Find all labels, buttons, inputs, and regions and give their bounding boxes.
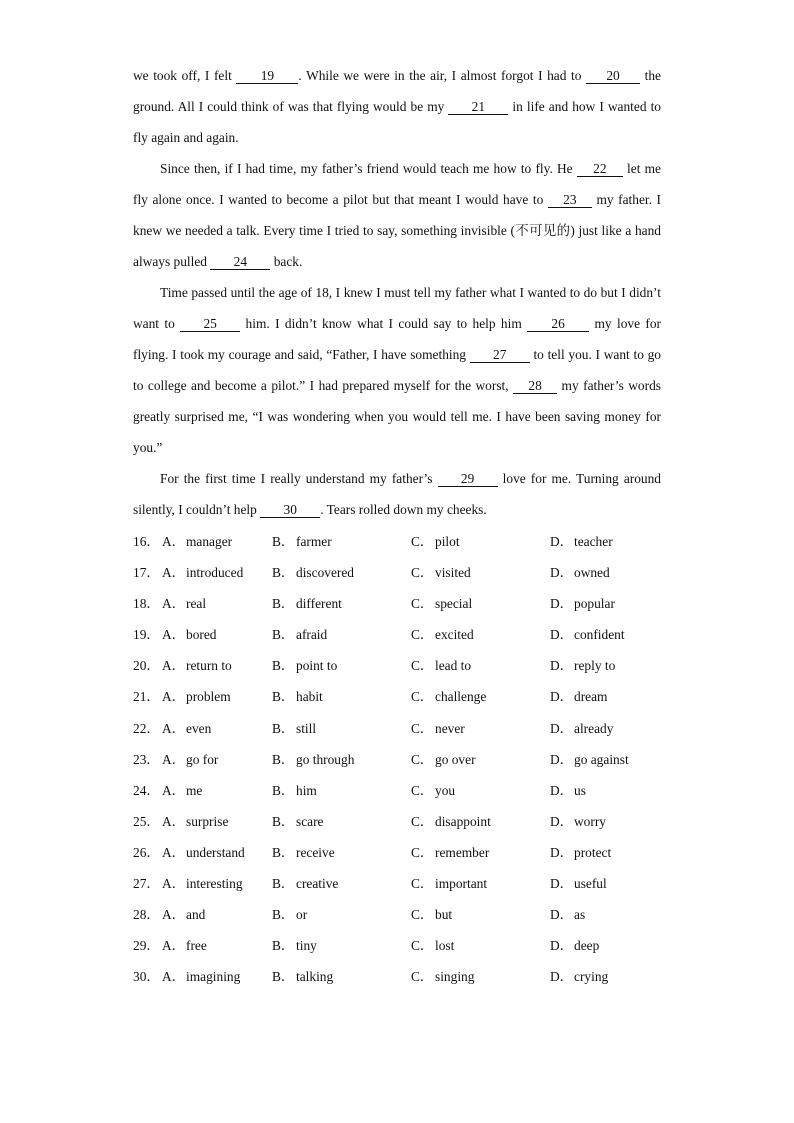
option-letter: D． xyxy=(550,627,574,643)
option-b xyxy=(272,868,411,899)
option-letter: A． xyxy=(162,813,186,829)
option-letter: B． xyxy=(272,782,295,798)
blank-26: 26 xyxy=(527,316,589,332)
option-a xyxy=(162,837,272,868)
blank-19: 19 xyxy=(236,68,298,84)
option-text: us xyxy=(574,782,586,798)
option-letter: D． xyxy=(550,844,574,860)
passage-paragraph-2 xyxy=(133,153,661,277)
option-c xyxy=(411,775,550,806)
option-d xyxy=(550,775,660,806)
option-c xyxy=(411,650,550,681)
passage-text: my father. I knew we needed a talk. Every time I tried to say, something invisible (不可见的) just like a hand always pulled xyxy=(133,192,661,269)
option-text: imagining xyxy=(186,969,241,985)
option-letter: D． xyxy=(550,596,574,612)
option-b xyxy=(272,619,411,650)
question-row xyxy=(133,744,661,775)
option-b xyxy=(272,961,411,992)
option-text: or xyxy=(296,907,308,923)
option-text: go through xyxy=(296,751,355,767)
option-text: but xyxy=(435,907,453,923)
passage-text: we took off, I felt xyxy=(133,68,237,83)
question-row xyxy=(133,868,661,899)
blank-23: 23 xyxy=(548,192,592,208)
question-number: 16． xyxy=(133,534,160,549)
option-text: still xyxy=(296,720,317,736)
question-row xyxy=(133,526,661,557)
option-text: afraid xyxy=(296,627,328,643)
passage-text: to tell you. I want to go to college and become a pilot.” I had prepared myself for the worst, xyxy=(133,347,662,393)
option-text: go against xyxy=(574,751,629,767)
option-letter: A． xyxy=(162,689,186,705)
option-letter: C． xyxy=(411,689,434,705)
option-a xyxy=(162,557,272,588)
option-letter: D． xyxy=(550,876,574,892)
option-letter: B． xyxy=(272,565,295,581)
option-text: him xyxy=(296,782,317,798)
option-letter: B． xyxy=(272,938,295,954)
option-text: special xyxy=(435,596,473,612)
question-row xyxy=(133,650,661,681)
option-text: bored xyxy=(186,627,217,643)
option-text: problem xyxy=(186,689,231,705)
option-text: go for xyxy=(186,751,219,767)
question-row xyxy=(133,619,661,650)
option-letter: C． xyxy=(411,938,434,954)
option-letter: A． xyxy=(162,938,186,954)
option-letter: B． xyxy=(272,751,295,767)
passage-text: let me fly alone once. I wanted to become a pilot but that meant I would have to xyxy=(133,161,661,207)
passage-text: . While we were in the air, I almost forgot I had to xyxy=(298,68,587,83)
option-text: reply to xyxy=(574,658,616,674)
option-d xyxy=(550,744,660,775)
option-letter: A． xyxy=(162,565,186,581)
option-letter: D． xyxy=(550,907,574,923)
passage-text: the ground. All I could think of was that flying would be my xyxy=(133,68,661,114)
option-letter: D． xyxy=(550,751,574,767)
option-letter: B． xyxy=(272,689,295,705)
option-letter: D． xyxy=(550,969,574,985)
passage-text: him. I didn’t know what I could say to help him xyxy=(240,316,528,331)
blank-21: 21 xyxy=(448,99,508,115)
option-letter: A． xyxy=(162,907,186,923)
option-b xyxy=(272,837,411,868)
option-letter: A． xyxy=(162,876,186,892)
question-number: 20． xyxy=(133,658,160,674)
option-text: you xyxy=(435,782,456,798)
option-c xyxy=(411,588,550,619)
option-b xyxy=(272,775,411,806)
option-text: already xyxy=(574,720,614,736)
option-letter: B． xyxy=(272,534,295,549)
passage-text: love for me. Turning around silently, I couldn’t help xyxy=(133,471,661,517)
question-row xyxy=(133,806,661,837)
option-d xyxy=(550,588,660,619)
option-d xyxy=(550,899,660,930)
option-letter: A． xyxy=(162,751,186,767)
answer-options-list xyxy=(133,526,661,992)
option-text: lost xyxy=(435,938,455,954)
question-row xyxy=(133,588,661,619)
option-a xyxy=(162,526,272,557)
option-letter: A． xyxy=(162,720,186,736)
option-letter: D． xyxy=(550,658,574,674)
option-letter: B． xyxy=(272,658,295,674)
question-number: 29． xyxy=(133,938,160,954)
question-number: 26． xyxy=(133,844,160,860)
question-number: 28． xyxy=(133,907,160,923)
option-a xyxy=(162,681,272,712)
passage-text: back. xyxy=(270,254,303,269)
option-text: creative xyxy=(296,876,339,892)
option-letter: A． xyxy=(162,534,186,549)
question-row xyxy=(133,557,661,588)
option-text: interesting xyxy=(186,876,243,892)
option-letter: D． xyxy=(550,689,574,705)
question-number: 17． xyxy=(133,565,160,581)
option-text: crying xyxy=(574,969,609,985)
option-text: point to xyxy=(296,658,338,674)
option-c xyxy=(411,837,550,868)
option-text: talking xyxy=(296,969,334,985)
option-a xyxy=(162,868,272,899)
option-letter: A． xyxy=(162,844,186,860)
question-row xyxy=(133,775,661,806)
option-a xyxy=(162,775,272,806)
passage-text: in life and how I wanted to fly again and again. xyxy=(133,99,661,145)
option-letter: D． xyxy=(550,938,574,954)
question-number: 23． xyxy=(133,751,160,767)
blank-22: 22 xyxy=(577,161,623,177)
option-text: farmer xyxy=(296,534,332,549)
option-a xyxy=(162,744,272,775)
option-letter: C． xyxy=(411,627,434,643)
option-a xyxy=(162,650,272,681)
question-number: 27． xyxy=(133,876,160,892)
option-a xyxy=(162,961,272,992)
option-text: deep xyxy=(574,938,600,954)
option-d xyxy=(550,961,660,992)
option-letter: C． xyxy=(411,782,434,798)
option-a xyxy=(162,930,272,961)
document-page xyxy=(133,60,661,992)
option-c xyxy=(411,868,550,899)
option-text: visited xyxy=(435,565,471,581)
option-b xyxy=(272,650,411,681)
option-d xyxy=(550,557,660,588)
option-text: go over xyxy=(435,751,476,767)
option-letter: B． xyxy=(272,969,295,985)
blank-29: 29 xyxy=(438,471,498,487)
option-text: surprise xyxy=(186,813,229,829)
option-text: protect xyxy=(574,844,612,860)
option-letter: D． xyxy=(550,534,574,549)
option-b xyxy=(272,557,411,588)
passage-text: For the first time I really understand my father’s xyxy=(160,471,438,486)
question-number: 30． xyxy=(133,969,160,985)
option-text: understand xyxy=(186,844,245,860)
option-text: introduced xyxy=(186,565,244,581)
option-text: important xyxy=(435,876,488,892)
passage-text: my father’s words greatly surprised me, “I was wondering when you would tell me. I have been saving money for you.” xyxy=(133,378,661,455)
option-text: dream xyxy=(574,689,608,705)
option-letter: D． xyxy=(550,720,574,736)
option-letter: A． xyxy=(162,969,186,985)
option-d xyxy=(550,650,660,681)
blank-25: 25 xyxy=(180,316,240,332)
option-b xyxy=(272,681,411,712)
option-d xyxy=(550,868,660,899)
option-d xyxy=(550,837,660,868)
option-text: singing xyxy=(435,969,475,985)
option-d xyxy=(550,526,660,557)
option-b xyxy=(272,744,411,775)
question-row xyxy=(133,961,661,992)
option-text: me xyxy=(186,782,203,798)
option-c xyxy=(411,557,550,588)
option-letter: B． xyxy=(272,876,295,892)
option-a xyxy=(162,899,272,930)
option-c xyxy=(411,713,550,744)
option-text: lead to xyxy=(435,658,472,674)
option-letter: B． xyxy=(272,627,295,643)
option-letter: D． xyxy=(550,813,574,829)
option-c xyxy=(411,806,550,837)
option-text: remember xyxy=(435,844,490,860)
option-letter: B． xyxy=(272,596,295,612)
option-c xyxy=(411,930,550,961)
blank-20: 20 xyxy=(586,68,640,84)
option-c xyxy=(411,681,550,712)
option-letter: C． xyxy=(411,813,434,829)
option-text: disappoint xyxy=(435,813,491,829)
option-letter: B． xyxy=(272,844,295,860)
option-letter: C． xyxy=(411,751,434,767)
option-text: owned xyxy=(574,565,610,581)
option-letter: B． xyxy=(272,720,295,736)
option-text: excited xyxy=(435,627,474,643)
option-letter: C． xyxy=(411,844,434,860)
option-letter: C． xyxy=(411,534,434,549)
option-letter: C． xyxy=(411,658,434,674)
option-b xyxy=(272,806,411,837)
option-letter: B． xyxy=(272,813,295,829)
blank-28: 28 xyxy=(513,378,557,394)
passage-text: Since then, if I had time, my father’s friend would teach me how to fly. He xyxy=(160,161,577,176)
question-row xyxy=(133,930,661,961)
option-a xyxy=(162,713,272,744)
option-a xyxy=(162,619,272,650)
option-text: teacher xyxy=(574,534,613,549)
option-text: never xyxy=(435,720,465,736)
passage-paragraph-4 xyxy=(133,463,661,525)
option-letter: D． xyxy=(550,782,574,798)
option-text: habit xyxy=(296,689,323,705)
question-number: 24． xyxy=(133,782,160,798)
option-text: manager xyxy=(186,534,233,549)
question-number: 22． xyxy=(133,720,160,736)
option-text: return to xyxy=(186,658,232,674)
option-text: challenge xyxy=(435,689,487,705)
question-number: 18． xyxy=(133,596,160,612)
question-row xyxy=(133,681,661,712)
option-c xyxy=(411,526,550,557)
passage-text: my love for flying. I took my courage and said, “Father, I have something xyxy=(133,316,662,362)
question-row xyxy=(133,899,661,930)
option-c xyxy=(411,899,550,930)
question-row xyxy=(133,837,661,868)
option-b xyxy=(272,713,411,744)
blank-24: 24 xyxy=(210,254,270,270)
option-text: tiny xyxy=(296,938,317,954)
option-c xyxy=(411,961,550,992)
passage-text: Time passed until the age of 18, I knew I must tell my father what I wanted to do but I didn’t want to xyxy=(133,285,661,331)
passage-paragraph-1 xyxy=(133,60,661,153)
option-letter: D． xyxy=(550,565,574,581)
option-text: receive xyxy=(296,844,335,860)
option-text: real xyxy=(186,596,207,612)
option-letter: A． xyxy=(162,658,186,674)
option-text: discovered xyxy=(296,565,355,581)
option-letter: C． xyxy=(411,907,434,923)
option-text: worry xyxy=(574,813,606,829)
option-d xyxy=(550,713,660,744)
option-c xyxy=(411,619,550,650)
option-text: as xyxy=(574,907,586,923)
option-letter: C． xyxy=(411,876,434,892)
option-a xyxy=(162,806,272,837)
option-text: and xyxy=(186,907,206,923)
option-d xyxy=(550,619,660,650)
passage-paragraph-3 xyxy=(133,277,661,463)
option-letter: A． xyxy=(162,627,186,643)
option-text: popular xyxy=(574,596,615,612)
option-c xyxy=(411,744,550,775)
blank-27: 27 xyxy=(470,347,530,363)
option-text: different xyxy=(296,596,342,612)
option-b xyxy=(272,526,411,557)
option-b xyxy=(272,930,411,961)
question-number: 19． xyxy=(133,627,160,643)
option-letter: A． xyxy=(162,596,186,612)
option-a xyxy=(162,588,272,619)
option-letter: C． xyxy=(411,596,434,612)
option-letter: A． xyxy=(162,782,186,798)
option-letter: C． xyxy=(411,565,434,581)
option-letter: C． xyxy=(411,720,434,736)
option-text: even xyxy=(186,720,212,736)
option-b xyxy=(272,899,411,930)
option-text: free xyxy=(186,938,207,954)
question-number: 21． xyxy=(133,689,160,705)
option-letter: B． xyxy=(272,907,295,923)
option-text: scare xyxy=(296,813,324,829)
option-letter: C． xyxy=(411,969,434,985)
option-d xyxy=(550,806,660,837)
option-text: confident xyxy=(574,627,625,643)
question-row xyxy=(133,713,661,744)
option-text: pilot xyxy=(435,534,460,549)
passage-text: . Tears rolled down my cheeks. xyxy=(320,502,487,517)
option-b xyxy=(272,588,411,619)
option-d xyxy=(550,681,660,712)
question-number: 25． xyxy=(133,813,160,829)
option-d xyxy=(550,930,660,961)
blank-30: 30 xyxy=(260,502,320,518)
option-text: useful xyxy=(574,876,607,892)
